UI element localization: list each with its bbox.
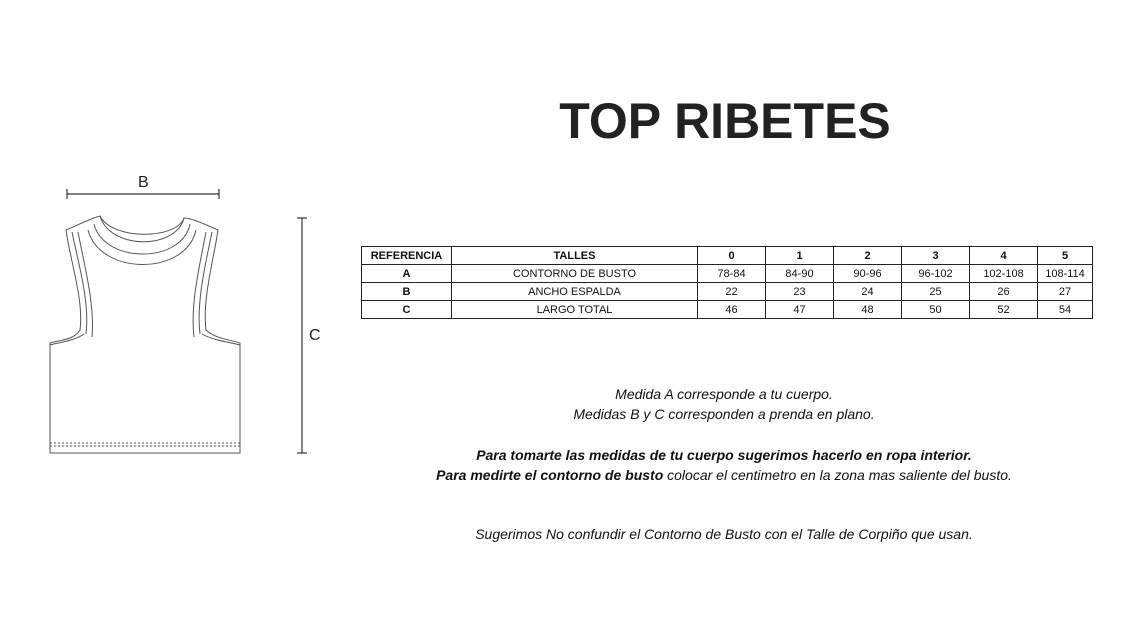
row-name: LARGO TOTAL [452,301,698,319]
dimension-c [297,218,307,453]
cell: 27 [1038,283,1093,301]
row-name: ANCHO ESPALDA [452,283,698,301]
table-header-row [362,247,1093,265]
measurement-notes [424,384,1024,424]
cell: 78-84 [698,265,766,283]
header-size-5: 5 [1038,247,1093,265]
cell: 96-102 [902,265,970,283]
bra-size-warning [424,524,1024,544]
note-line-4-bold: Para medirte el contorno de busto [436,467,664,483]
row-ref: B [362,283,452,301]
cell: 102-108 [970,265,1038,283]
cell: 84-90 [766,265,834,283]
cell: 24 [834,283,902,301]
header-size-3: 3 [902,247,970,265]
note-line-4-rest: colocar el centimetro en la zona mas saliente del busto. [663,467,1012,483]
dimension-c-label: C [309,327,321,344]
note-line-1: Medida A corresponde a tu cuerpo. [615,386,833,402]
cell: 48 [834,301,902,319]
dimension-b-label: B [138,174,149,191]
measuring-instructions [424,445,1024,485]
table-row [362,301,1093,319]
note-line-5: Sugerimos No confundir el Contorno de Busto con el Talle de Corpiño que usan. [475,526,973,542]
table-row [362,265,1093,283]
table-row [362,283,1093,301]
cell: 22 [698,283,766,301]
cell: 50 [902,301,970,319]
cell: 46 [698,301,766,319]
cell: 90-96 [834,265,902,283]
cell: 54 [1038,301,1093,319]
row-ref: C [362,301,452,319]
cell: 108-114 [1038,265,1093,283]
header-size-2: 2 [834,247,902,265]
cell: 47 [766,301,834,319]
header-referencia: REFERENCIA [362,247,452,265]
size-table [361,246,1093,319]
cell: 25 [902,283,970,301]
header-talles: TALLES [452,247,698,265]
header-size-0: 0 [698,247,766,265]
page-title: TOP RIBETES [559,93,891,149]
cell: 52 [970,301,1038,319]
note-line-2: Medidas B y C corresponden a prenda en plano. [573,406,875,422]
cell: 26 [970,283,1038,301]
note-line-3: Para tomarte las medidas de tu cuerpo sugerimos hacerlo en ropa interior. [476,447,972,463]
header-size-1: 1 [766,247,834,265]
header-size-4: 4 [970,247,1038,265]
row-ref: A [362,265,452,283]
row-name: CONTORNO DE BUSTO [452,265,698,283]
cell: 23 [766,283,834,301]
tank-top-outline [50,216,240,453]
garment-sketch [0,0,360,470]
